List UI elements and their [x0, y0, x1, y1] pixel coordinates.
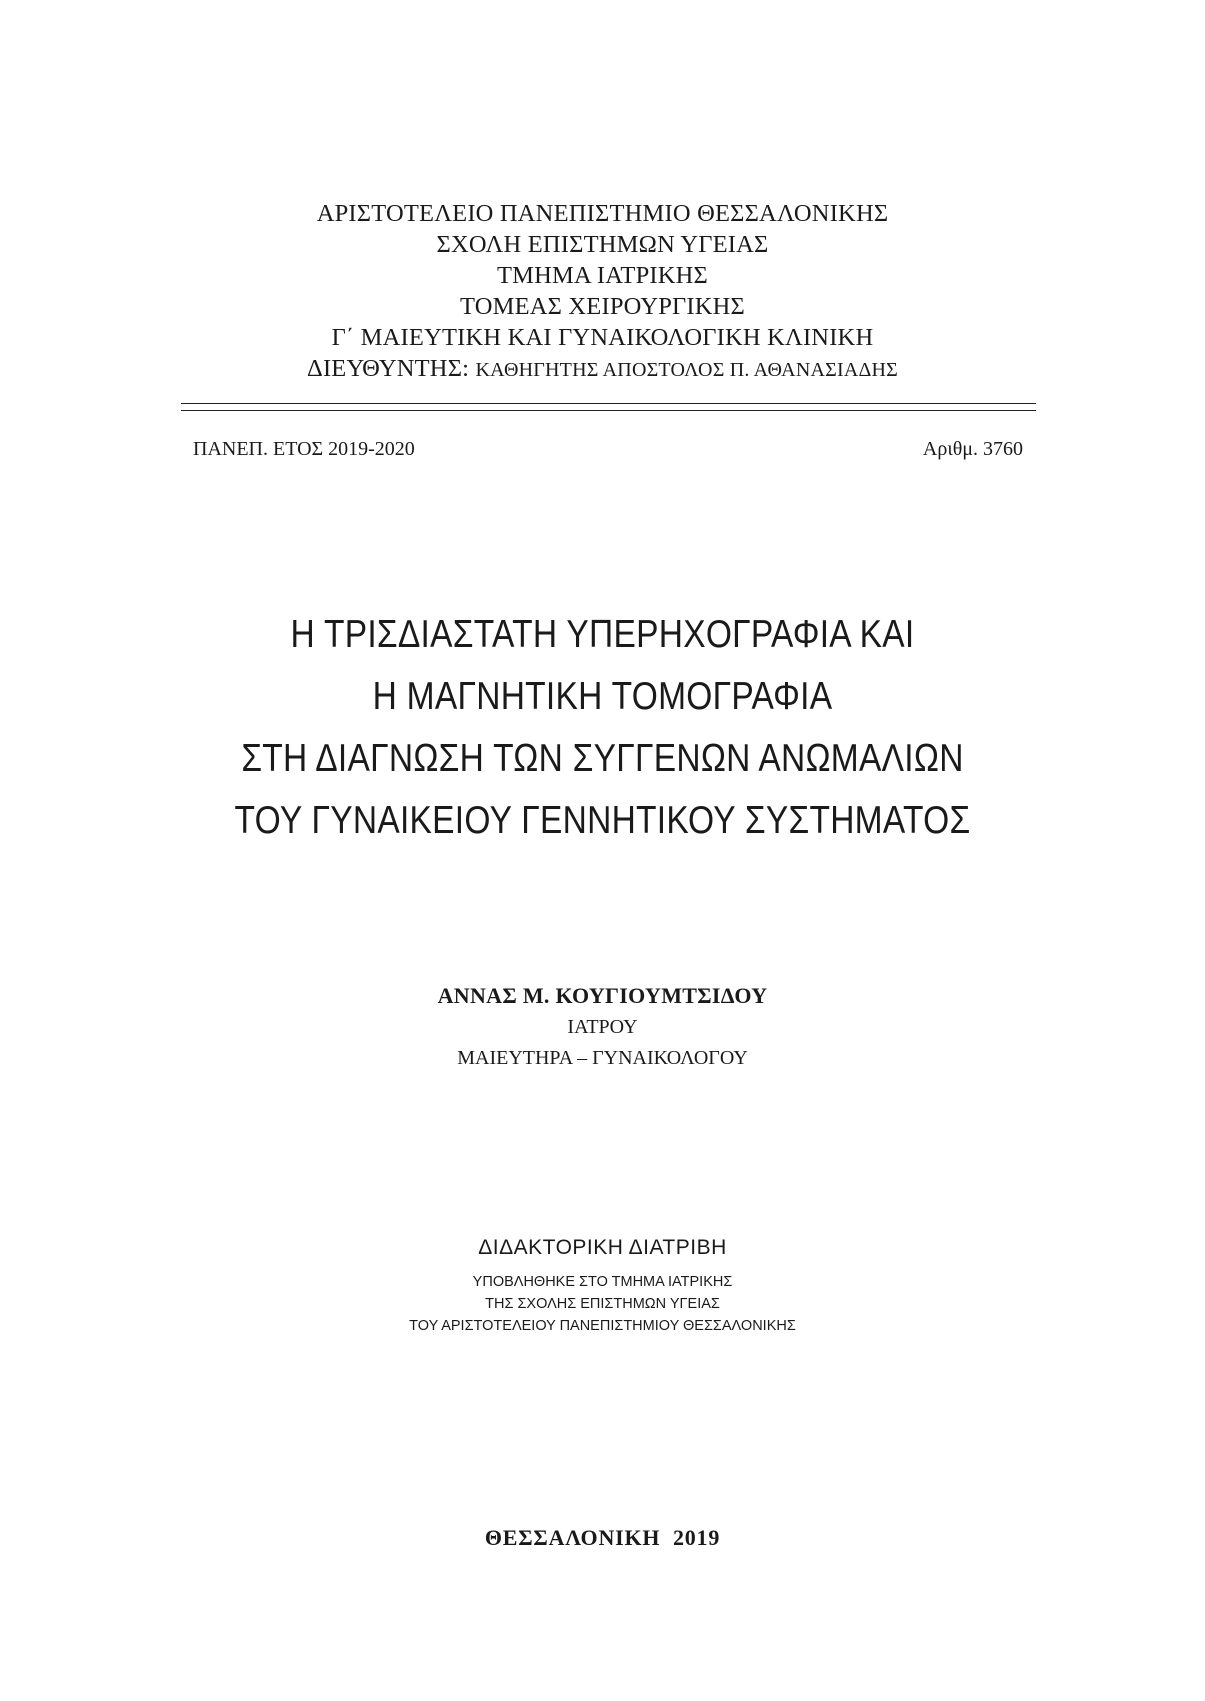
- sector-name: ΤΟΜΕΑΣ ΧΕΙΡΟΥΡΓΙΚΗΣ: [459, 293, 746, 320]
- university-name: ΑΡΙΣΤΟΤΕΛΕΙΟ ΠΑΝΕΠΙΣΤΗΜΙΟ ΘΕΣΣΑΛΟΝΙΚΗΣ: [316, 200, 889, 227]
- author-name: ΑΝΝΑΣ Μ. ΚΟΥΓΙΟΥΜΤΣΙΔΟΥ: [437, 983, 768, 1008]
- title-line: Η ΤΡΙΣΔΙΑΣΤΑΤΗ ΥΠΕΡΗΧΟΓΡΑΦΙΑ ΚΑΙ: [290, 613, 915, 656]
- header-rule-bottom: [181, 410, 1036, 411]
- thesis-title: [0, 604, 1205, 852]
- director-line: [0, 353, 1205, 386]
- thesis-block: [0, 1233, 1205, 1337]
- title-line: ΤΟΥ ΓΥΝΑΙΚΕΙΟΥ ΓΕΝΝΗΤΙΚΟΥ ΣΥΣΤΗΜΑΤΟΣ: [234, 799, 971, 842]
- submission-line: ΤΗΣ ΣΧΟΛΗΣ ΕΠΙΣΤΗΜΩΝ ΥΓΕΙΑΣ: [485, 1296, 720, 1312]
- author-role: ΙΑΤΡΟΥ: [567, 1016, 638, 1038]
- title-line: ΣΤΗ ΔΙΑΓΝΩΣΗ ΤΩΝ ΣΥΓΓΕΝΩΝ ΑΝΩΜΑΛΙΩΝ: [241, 737, 964, 780]
- director-name: ΚΑΘΗΓΗΤΗΣ ΑΠΟΣΤΟΛΟΣ Π. ΑΘΑΝΑΣΙΑΔΗΣ: [475, 359, 899, 381]
- school-name: ΣΧΟΛΗ ΕΠΙΣΤΗΜΩΝ ΥΓΕΙΑΣ: [436, 231, 769, 258]
- header-rule-top: [181, 403, 1036, 404]
- director-label: ΔΙΕΥΘΥΝΤΗΣ:: [306, 355, 470, 382]
- department-name: ΤΜΗΜΑ ΙΑΤΡΙΚΗΣ: [496, 262, 709, 289]
- thesis-number: Αριθμ. 3760: [922, 438, 1023, 460]
- title-line: Η ΜΑΓΝΗΤΙΚΗ ΤΟΜΟΓΡΑΦΙΑ: [372, 675, 833, 718]
- clinic-name: Γ΄ ΜΑΙΕΥΤΙΚΗ ΚΑΙ ΓΥΝΑΙΚΟΛΟΓΙΚΗ ΚΛΙΝΙΚΗ: [331, 324, 874, 351]
- author-block: [0, 980, 1205, 1074]
- author-specialty: ΜΑΙΕΥΤΗΡΑ – ΓΥΝΑΙΚΟΛΟΓΟΥ: [457, 1047, 748, 1069]
- institution-header: [0, 198, 1205, 386]
- submission-line: ΥΠΟΒΛΗΘΗΚΕ ΣΤΟ ΤΜΗΜΑ ΙΑΤΡΙΚΗΣ: [472, 1274, 733, 1290]
- academic-year: ΠΑΝΕΠ. ΕΤΟΣ 2019-2020: [193, 438, 415, 460]
- place-year: ΘΕΣΣΑΛΟΝΙΚΗ 2019: [484, 1525, 721, 1550]
- submission-line: ΤΟΥ ΑΡΙΣΤΟΤΕΛΕΙΟΥ ΠΑΝΕΠΙΣΤΗΜΙΟΥ ΘΕΣΣΑΛΟΝΙΚΗΣ: [409, 1318, 796, 1334]
- thesis-type: ΔΙΔΑΚΤΟΡΙΚΗ ΔΙΑΤΡΙΒΗ: [478, 1236, 727, 1259]
